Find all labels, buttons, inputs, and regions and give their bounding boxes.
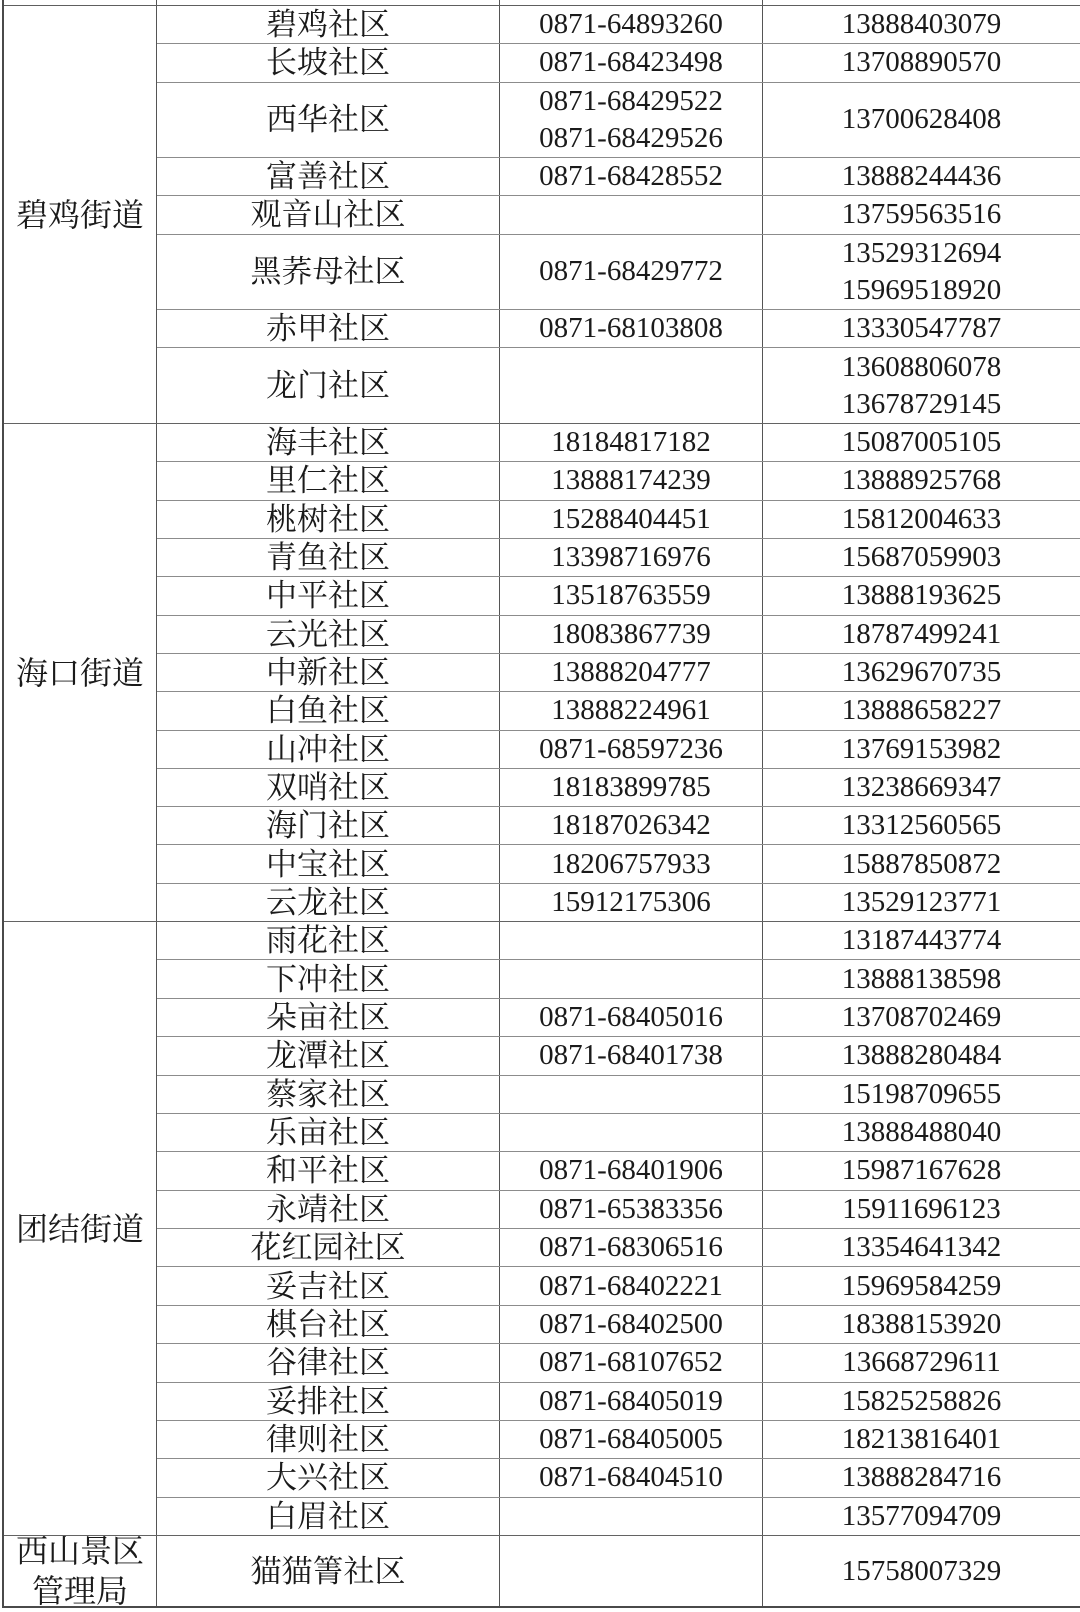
community-cell bbox=[157, 501, 500, 538]
mobile-cell bbox=[763, 922, 1080, 959]
phone-line: 15087005105 bbox=[841, 426, 1002, 459]
street-section bbox=[4, 6, 1080, 424]
mobile-cell bbox=[763, 1536, 1080, 1606]
mobile-cell bbox=[763, 1344, 1080, 1381]
mobile-cell bbox=[763, 807, 1080, 844]
community-cell bbox=[157, 960, 500, 997]
phone-line: 妥排社区 bbox=[266, 1383, 390, 1419]
community-cell bbox=[157, 884, 500, 921]
phone-line: 18787499241 bbox=[841, 617, 1002, 650]
phone-line: 0871-68402500 bbox=[539, 1307, 723, 1340]
phone-line: 15288404451 bbox=[551, 502, 711, 535]
phone-line: 13888658227 bbox=[841, 694, 1002, 727]
community-cell bbox=[157, 1037, 500, 1074]
mobile-cell bbox=[763, 6, 1080, 43]
landline-cell bbox=[500, 769, 763, 806]
phone-line: 13888403079 bbox=[841, 8, 1002, 41]
community-cell bbox=[157, 6, 500, 43]
street-name-line: 管理局 bbox=[31, 1573, 128, 1606]
phone-line: 13312560565 bbox=[841, 809, 1002, 842]
section-rows bbox=[157, 6, 1080, 423]
street-section bbox=[4, 424, 1080, 922]
table-row bbox=[157, 1076, 1080, 1114]
mobile-cell bbox=[763, 424, 1080, 461]
table-row bbox=[157, 960, 1080, 998]
landline-cell bbox=[500, 158, 763, 195]
phone-line: 13708890570 bbox=[841, 46, 1002, 79]
phone-line: 18183899785 bbox=[551, 770, 711, 803]
landline-cell bbox=[500, 196, 763, 233]
mobile-cell bbox=[763, 1306, 1080, 1343]
community-cell bbox=[157, 424, 500, 461]
phone-line: 13678729145 bbox=[841, 387, 1002, 420]
street-name-line: 碧鸡街道 bbox=[15, 196, 144, 233]
mobile-cell bbox=[763, 1114, 1080, 1151]
section-rows bbox=[157, 1536, 1080, 1606]
table-row bbox=[157, 769, 1080, 807]
community-contact-table bbox=[2, 0, 1080, 1608]
table-row bbox=[157, 44, 1080, 82]
phone-line: 13518763559 bbox=[551, 579, 711, 612]
mobile-cell bbox=[763, 1076, 1080, 1113]
street-section bbox=[4, 922, 1080, 1536]
phone-line: 13888174239 bbox=[551, 464, 711, 497]
phone-line: 棋台社区 bbox=[266, 1306, 390, 1342]
landline-cell bbox=[500, 922, 763, 959]
phone-line: 18187026342 bbox=[551, 809, 711, 842]
phone-line: 0871-68597236 bbox=[539, 732, 723, 765]
table-row bbox=[157, 158, 1080, 196]
street-name-line: 团结街道 bbox=[15, 1210, 144, 1247]
street-name-line: 西山景区 bbox=[15, 1536, 144, 1569]
phone-line: 0871-68429526 bbox=[539, 121, 723, 154]
phone-line: 13888193625 bbox=[841, 579, 1002, 612]
table-row bbox=[157, 845, 1080, 883]
community-cell bbox=[157, 310, 500, 347]
landline-cell bbox=[500, 0, 763, 5]
community-cell bbox=[157, 1152, 500, 1189]
phone-line: 0871-68103808 bbox=[539, 312, 723, 345]
street-name-line: 海口街道 bbox=[15, 654, 144, 691]
street-cell bbox=[4, 0, 157, 5]
phone-line: 13187443774 bbox=[841, 924, 1002, 957]
phone-line: 0871-68429522 bbox=[539, 84, 723, 117]
mobile-cell bbox=[763, 83, 1080, 158]
community-cell bbox=[157, 807, 500, 844]
community-cell bbox=[157, 731, 500, 768]
table-row bbox=[157, 731, 1080, 769]
mobile-cell bbox=[763, 1152, 1080, 1189]
mobile-cell bbox=[763, 1383, 1080, 1420]
table-row bbox=[157, 6, 1080, 44]
landline-cell bbox=[500, 1229, 763, 1266]
phone-line: 里仁社区 bbox=[266, 463, 390, 499]
phone-line: 赤甲社区 bbox=[266, 311, 390, 347]
phone-line: 15198709655 bbox=[841, 1077, 1002, 1110]
phone-line: 大兴社区 bbox=[266, 1460, 390, 1496]
landline-cell bbox=[500, 577, 763, 614]
phone-line: 云光社区 bbox=[266, 616, 390, 652]
landline-cell bbox=[500, 960, 763, 997]
landline-cell bbox=[500, 424, 763, 461]
phone-line: 长坡社区 bbox=[266, 45, 390, 81]
landline-cell bbox=[500, 1152, 763, 1189]
phone-line: 青鱼社区 bbox=[266, 540, 390, 576]
community-cell bbox=[157, 0, 500, 5]
community-cell bbox=[157, 1114, 500, 1151]
mobile-cell bbox=[763, 462, 1080, 499]
street-section bbox=[4, 1536, 1080, 1606]
phone-line: 13888224961 bbox=[551, 694, 711, 727]
landline-cell bbox=[500, 845, 763, 882]
phone-line: 18388153920 bbox=[841, 1307, 1002, 1340]
mobile-cell bbox=[763, 845, 1080, 882]
landline-cell bbox=[500, 1037, 763, 1074]
landline-cell bbox=[500, 654, 763, 691]
phone-line: 和平社区 bbox=[266, 1153, 390, 1189]
phone-line: 谷律社区 bbox=[266, 1345, 390, 1381]
phone-line: 13700628408 bbox=[841, 103, 1002, 136]
table-row bbox=[157, 1536, 1080, 1606]
phone-line: 雨花社区 bbox=[266, 923, 390, 959]
community-cell bbox=[157, 462, 500, 499]
community-cell bbox=[157, 1536, 500, 1606]
phone-line: 13577094709 bbox=[841, 1499, 1002, 1532]
community-cell bbox=[157, 692, 500, 729]
table-row bbox=[157, 1306, 1080, 1344]
community-cell bbox=[157, 44, 500, 81]
community-cell bbox=[157, 1459, 500, 1496]
mobile-cell bbox=[763, 654, 1080, 691]
landline-cell bbox=[500, 348, 763, 423]
table-row bbox=[157, 424, 1080, 462]
phone-line: 13708702469 bbox=[841, 1000, 1002, 1033]
community-cell bbox=[157, 922, 500, 959]
phone-line: 0871-68402221 bbox=[539, 1269, 723, 1302]
phone-line: 蔡家社区 bbox=[266, 1076, 390, 1112]
community-cell bbox=[157, 1421, 500, 1458]
table-row bbox=[157, 1267, 1080, 1305]
phone-line: 中平社区 bbox=[266, 578, 390, 614]
community-cell bbox=[157, 1229, 500, 1266]
mobile-cell bbox=[763, 539, 1080, 576]
mobile-cell bbox=[763, 1459, 1080, 1496]
mobile-cell bbox=[763, 1498, 1080, 1535]
community-cell bbox=[157, 235, 500, 310]
phone-line: 13888925768 bbox=[841, 464, 1002, 497]
table-row bbox=[157, 999, 1080, 1037]
landline-cell bbox=[500, 44, 763, 81]
phone-line: 18206757933 bbox=[551, 847, 711, 880]
phone-line: 15911696123 bbox=[842, 1192, 1001, 1225]
table-row bbox=[157, 83, 1080, 159]
mobile-cell bbox=[763, 731, 1080, 768]
landline-cell bbox=[500, 501, 763, 538]
phone-line: 0871-68401738 bbox=[539, 1039, 723, 1072]
community-cell bbox=[157, 83, 500, 158]
table-row bbox=[157, 807, 1080, 845]
landline-cell bbox=[500, 807, 763, 844]
phone-line: 碧鸡社区 bbox=[266, 7, 390, 43]
phone-line: 中宝社区 bbox=[266, 846, 390, 882]
community-cell bbox=[157, 845, 500, 882]
mobile-cell bbox=[763, 769, 1080, 806]
mobile-cell bbox=[763, 1037, 1080, 1074]
landline-cell bbox=[500, 1267, 763, 1304]
phone-line: 15969518920 bbox=[841, 273, 1002, 306]
phone-line: 0871-68405016 bbox=[539, 1000, 723, 1033]
phone-line: 下冲社区 bbox=[266, 961, 390, 997]
phone-line: 15687059903 bbox=[841, 541, 1002, 574]
table-row bbox=[157, 310, 1080, 348]
table-row bbox=[157, 1114, 1080, 1152]
landline-cell bbox=[500, 884, 763, 921]
table-row bbox=[157, 539, 1080, 577]
phone-line: 13354641342 bbox=[841, 1231, 1002, 1264]
landline-cell bbox=[500, 1344, 763, 1381]
street-label bbox=[4, 922, 157, 1535]
community-cell bbox=[157, 1344, 500, 1381]
community-cell bbox=[157, 348, 500, 423]
table-row bbox=[157, 884, 1080, 921]
landline-cell bbox=[500, 1498, 763, 1535]
community-cell bbox=[157, 1191, 500, 1228]
phone-line: 15825258826 bbox=[841, 1384, 1002, 1417]
table-row bbox=[157, 692, 1080, 730]
phone-line: 黑荞母社区 bbox=[250, 254, 406, 290]
table-row bbox=[157, 1191, 1080, 1229]
phone-line: 乐亩社区 bbox=[266, 1115, 390, 1151]
table-row bbox=[157, 616, 1080, 654]
phone-line: 0871-68405005 bbox=[539, 1423, 723, 1456]
phone-line: 桃树社区 bbox=[266, 501, 390, 537]
phone-line: 西华社区 bbox=[266, 102, 390, 138]
phone-line: 13888138598 bbox=[841, 962, 1002, 995]
phone-line: 双哨社区 bbox=[266, 769, 390, 805]
table-row bbox=[157, 1037, 1080, 1075]
phone-line: 0871-68428552 bbox=[539, 160, 723, 193]
phone-line: 朵亩社区 bbox=[266, 999, 390, 1035]
table-row bbox=[157, 1498, 1080, 1535]
table-row bbox=[157, 235, 1080, 311]
mobile-cell bbox=[763, 501, 1080, 538]
community-cell bbox=[157, 1076, 500, 1113]
mobile-cell bbox=[763, 158, 1080, 195]
phone-line: 0871-68401906 bbox=[539, 1154, 723, 1187]
phone-line: 0871-68306516 bbox=[539, 1231, 723, 1264]
street-label bbox=[4, 6, 157, 423]
phone-line: 富善社区 bbox=[266, 159, 390, 195]
landline-cell bbox=[500, 539, 763, 576]
phone-line: 13668729611 bbox=[842, 1346, 1001, 1379]
mobile-cell bbox=[763, 999, 1080, 1036]
landline-cell bbox=[500, 1383, 763, 1420]
mobile-cell bbox=[763, 1191, 1080, 1228]
landline-cell bbox=[500, 1114, 763, 1151]
phone-line: 18083867739 bbox=[551, 617, 711, 650]
phone-line: 0871-68404510 bbox=[539, 1461, 723, 1494]
community-cell bbox=[157, 616, 500, 653]
mobile-cell bbox=[763, 0, 1080, 5]
mobile-cell bbox=[763, 44, 1080, 81]
phone-line: 花红园社区 bbox=[250, 1230, 406, 1266]
phone-line: 15912175306 bbox=[551, 885, 711, 918]
phone-line: 13529123771 bbox=[841, 885, 1002, 918]
phone-line: 龙潭社区 bbox=[266, 1038, 390, 1074]
street-label bbox=[4, 424, 157, 921]
mobile-cell bbox=[763, 616, 1080, 653]
phone-line: 13888284716 bbox=[841, 1461, 1002, 1494]
landline-cell bbox=[500, 1076, 763, 1113]
landline-cell bbox=[500, 999, 763, 1036]
landline-cell bbox=[500, 462, 763, 499]
landline-cell bbox=[500, 83, 763, 158]
landline-cell bbox=[500, 1191, 763, 1228]
phone-line: 13238669347 bbox=[841, 770, 1002, 803]
phone-line: 13330547787 bbox=[841, 312, 1002, 345]
landline-cell bbox=[500, 616, 763, 653]
section-rows bbox=[157, 424, 1080, 921]
phone-line: 海丰社区 bbox=[266, 425, 390, 461]
phone-line: 0871-68423498 bbox=[539, 46, 723, 79]
landline-cell bbox=[500, 692, 763, 729]
table-row bbox=[157, 462, 1080, 500]
phone-line: 云龙社区 bbox=[266, 884, 390, 920]
landline-cell bbox=[500, 1459, 763, 1496]
table-row bbox=[157, 348, 1080, 423]
table-row bbox=[157, 1421, 1080, 1459]
phone-line: 13888244436 bbox=[841, 160, 1002, 193]
phone-line: 永靖社区 bbox=[266, 1191, 390, 1227]
landline-cell bbox=[500, 1306, 763, 1343]
landline-cell bbox=[500, 6, 763, 43]
table-row bbox=[157, 196, 1080, 234]
table-row bbox=[157, 1459, 1080, 1497]
community-cell bbox=[157, 769, 500, 806]
phone-line: 白眉社区 bbox=[266, 1498, 390, 1534]
table-row bbox=[157, 501, 1080, 539]
table-row bbox=[157, 1229, 1080, 1267]
table-row bbox=[157, 1344, 1080, 1382]
phone-line: 山冲社区 bbox=[266, 731, 390, 767]
community-cell bbox=[157, 577, 500, 614]
community-cell bbox=[157, 999, 500, 1036]
table-row bbox=[157, 1152, 1080, 1190]
phone-line: 15987167628 bbox=[841, 1154, 1002, 1187]
phone-line: 妥吉社区 bbox=[266, 1268, 390, 1304]
phone-line: 海门社区 bbox=[266, 808, 390, 844]
phone-line: 13888488040 bbox=[841, 1116, 1002, 1149]
mobile-cell bbox=[763, 348, 1080, 423]
community-cell bbox=[157, 539, 500, 576]
phone-line: 0871-68107652 bbox=[539, 1346, 723, 1379]
mobile-cell bbox=[763, 235, 1080, 310]
community-cell bbox=[157, 654, 500, 691]
table-row bbox=[157, 922, 1080, 960]
phone-line: 13769153982 bbox=[841, 732, 1002, 765]
community-cell bbox=[157, 1267, 500, 1304]
section-rows bbox=[157, 922, 1080, 1535]
community-cell bbox=[157, 1383, 500, 1420]
community-cell bbox=[157, 1306, 500, 1343]
phone-line: 猫猫箐社区 bbox=[250, 1553, 406, 1589]
landline-cell bbox=[500, 731, 763, 768]
phone-line: 律则社区 bbox=[266, 1422, 390, 1458]
mobile-cell bbox=[763, 196, 1080, 233]
table-row bbox=[157, 654, 1080, 692]
phone-line: 0871-68429772 bbox=[539, 255, 723, 288]
phone-line: 龙门社区 bbox=[266, 368, 390, 404]
mobile-cell bbox=[763, 310, 1080, 347]
mobile-cell bbox=[763, 1421, 1080, 1458]
phone-line: 18213816401 bbox=[841, 1423, 1002, 1456]
landline-cell bbox=[500, 1421, 763, 1458]
mobile-cell bbox=[763, 1267, 1080, 1304]
phone-line: 15969584259 bbox=[841, 1269, 1002, 1302]
phone-line: 13759563516 bbox=[841, 198, 1002, 231]
phone-line: 0871-65383356 bbox=[539, 1192, 723, 1225]
phone-line: 13888280484 bbox=[841, 1039, 1002, 1072]
phone-line: 13398716976 bbox=[551, 541, 711, 574]
mobile-cell bbox=[763, 960, 1080, 997]
street-label bbox=[4, 1536, 157, 1606]
phone-line: 白鱼社区 bbox=[266, 693, 390, 729]
landline-cell bbox=[500, 1536, 763, 1606]
phone-line: 中新社区 bbox=[266, 655, 390, 691]
landline-cell bbox=[500, 310, 763, 347]
phone-line: 观音山社区 bbox=[250, 197, 406, 233]
phone-line: 15758007329 bbox=[841, 1554, 1002, 1587]
phone-line: 15887850872 bbox=[841, 847, 1002, 880]
mobile-cell bbox=[763, 1229, 1080, 1266]
community-cell bbox=[157, 158, 500, 195]
landline-cell bbox=[500, 235, 763, 310]
table-row bbox=[157, 577, 1080, 615]
phone-line: 18184817182 bbox=[551, 426, 711, 459]
phone-line: 0871-64893260 bbox=[539, 8, 723, 41]
table-row bbox=[157, 1383, 1080, 1421]
mobile-cell bbox=[763, 884, 1080, 921]
phone-line: 0871-68405019 bbox=[539, 1384, 723, 1417]
phone-line: 15812004633 bbox=[841, 502, 1002, 535]
phone-line: 13608806078 bbox=[841, 350, 1002, 383]
phone-line: 13629670735 bbox=[841, 656, 1002, 689]
phone-line: 13529312694 bbox=[841, 236, 1002, 269]
community-cell bbox=[157, 196, 500, 233]
mobile-cell bbox=[763, 692, 1080, 729]
phone-line: 13888204777 bbox=[551, 656, 711, 689]
community-cell bbox=[157, 1498, 500, 1535]
mobile-cell bbox=[763, 577, 1080, 614]
